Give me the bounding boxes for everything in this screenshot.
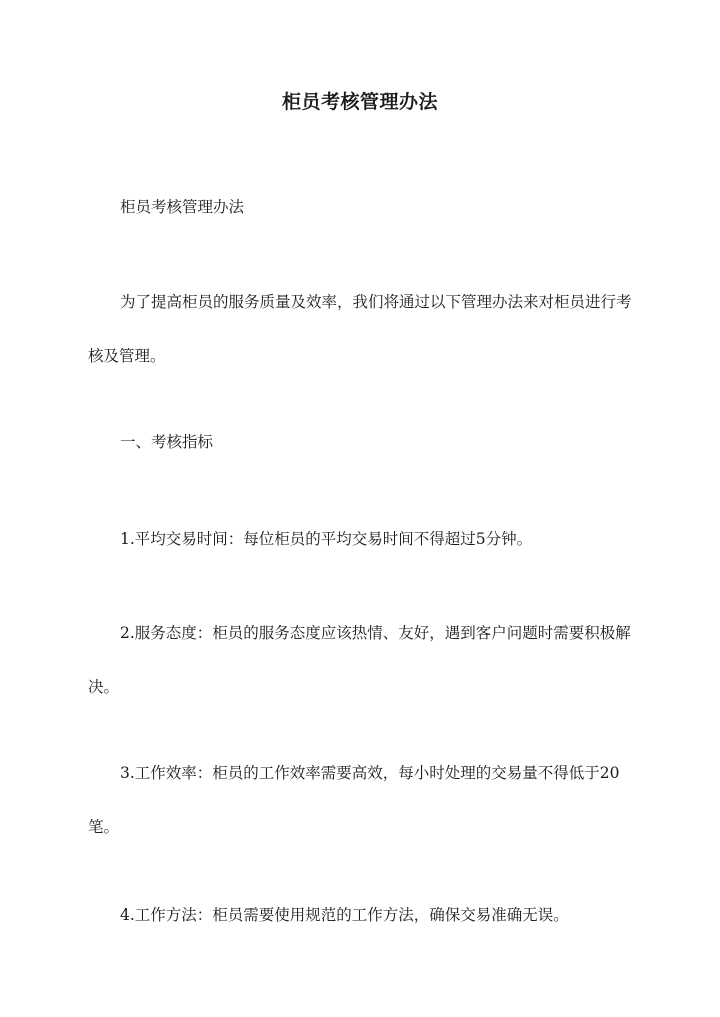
paragraph-item-4: 4.工作方法：柜员需要使用规范的工作方法，确保交易准确无误。	[120, 906, 569, 924]
paragraph-subtitle: 柜员考核管理办法	[120, 198, 245, 216]
paragraph-item-1: 1.平均交易时间：每位柜员的平均交易时间不得超过5分钟。	[120, 530, 533, 548]
paragraph-intro: 为了提高柜员的服务质量及效率，我们将通过以下管理办法来对柜员进行考核及管理。	[88, 293, 632, 365]
paragraph-item-3: 3.工作效率：柜员的工作效率需要高效，每小时处理的交易量不得低于20笔。	[88, 764, 620, 836]
paragraph-item-2: 2.服务态度：柜员的服务态度应该热情、友好，遇到客户问题时需要积极解决。	[88, 624, 631, 696]
document-title: 柜员考核管理办法	[281, 91, 438, 113]
section-heading-indicators: 一、考核指标	[120, 433, 214, 451]
